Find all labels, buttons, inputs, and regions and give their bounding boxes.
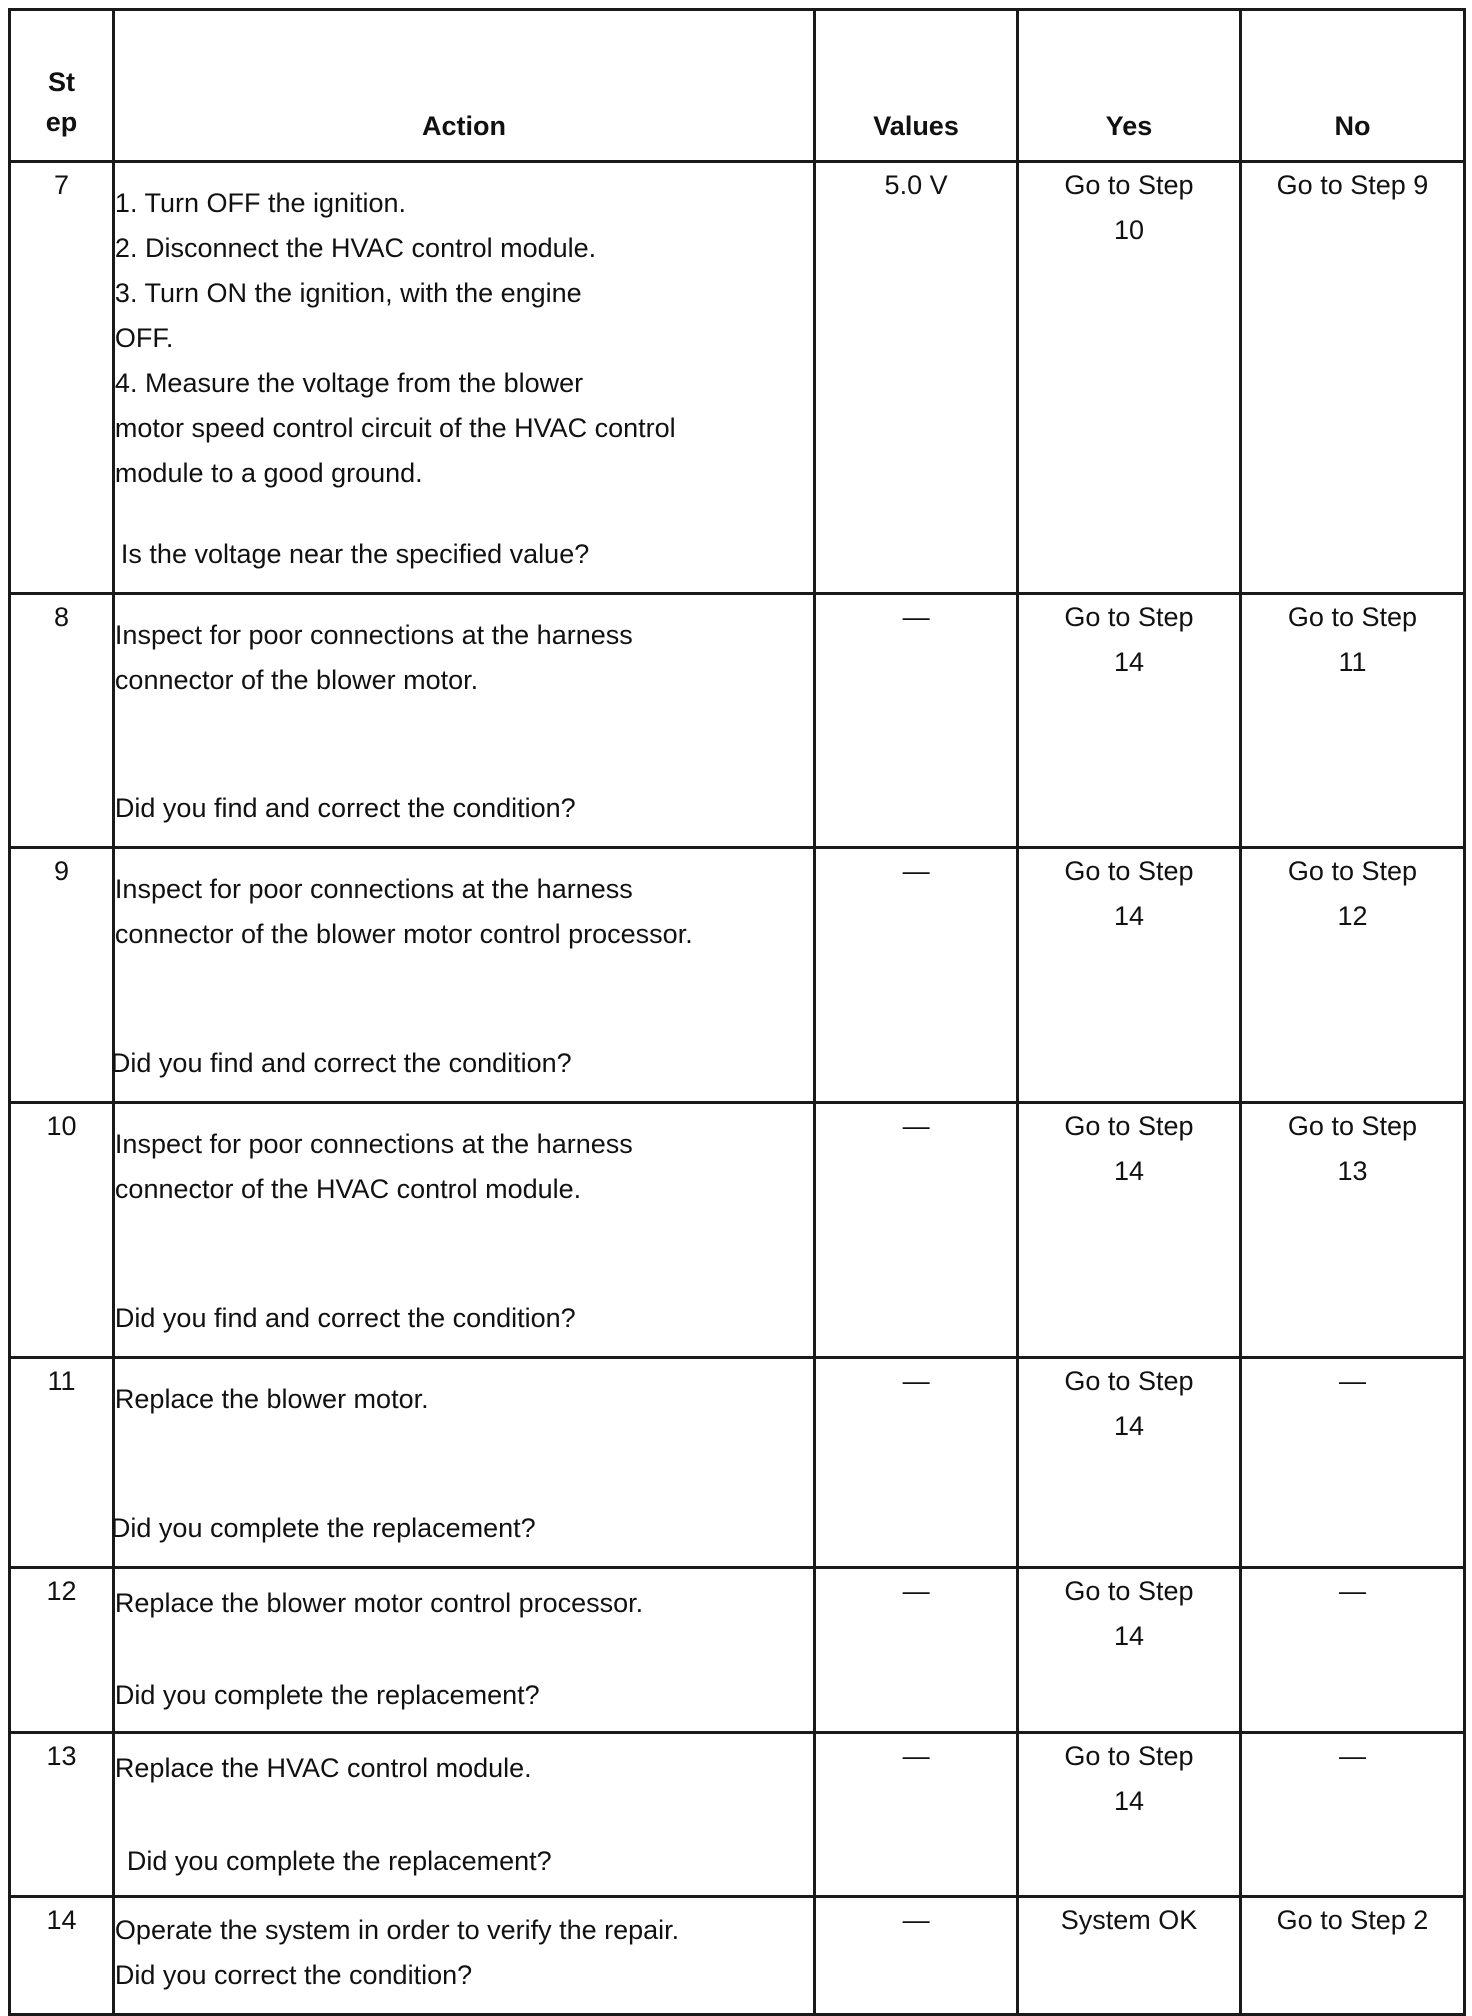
- yes-cell: [1017, 1733, 1240, 1897]
- no-cell: —: [1240, 1733, 1464, 1897]
- table-row: [10, 1897, 1465, 2015]
- table-header-row: [10, 10, 1465, 162]
- yes-line: 10: [1113, 215, 1144, 245]
- header-values: Values: [815, 10, 1018, 162]
- action-cell: [113, 1103, 814, 1358]
- action-cell: [113, 1568, 814, 1733]
- no-line: Go to Step 9: [1276, 170, 1429, 200]
- yes-line: Go to Step: [1064, 856, 1194, 886]
- value-cell: —: [815, 1733, 1018, 1897]
- step-number: 12: [10, 1568, 114, 1733]
- value-cell: —: [815, 1103, 1018, 1358]
- yes-line: Go to Step: [1064, 1576, 1194, 1606]
- no-cell: [1240, 1897, 1464, 2015]
- action-line: 3. Turn ON the ignition, with the engine: [114, 278, 582, 308]
- no-line: Go to Step: [1287, 602, 1418, 632]
- yes-line: 14: [1113, 901, 1144, 931]
- action-line: connector of the HVAC control module.: [114, 1174, 582, 1204]
- action-question: Did you complete the replacement?: [126, 1846, 552, 1876]
- action-line: Replace the blower motor control processor.: [114, 1588, 644, 1618]
- action-question: Did you find and correct the condition?: [114, 1303, 576, 1333]
- table-row: [10, 1103, 1465, 1358]
- step-number: 8: [10, 594, 114, 848]
- action-line: Inspect for poor connections at the harness: [114, 620, 633, 650]
- yes-line: 14: [1113, 1621, 1144, 1651]
- yes-line: Go to Step: [1064, 170, 1194, 200]
- no-line: 11: [1338, 647, 1367, 677]
- step-number: 13: [10, 1733, 114, 1897]
- step-number: 7: [10, 162, 114, 594]
- step-number: 9: [10, 848, 114, 1103]
- action-line: Operate the system in order to verify the repair.: [114, 1915, 680, 1945]
- action-question: Did you complete the replacement?: [110, 1513, 536, 1543]
- step-number: 14: [10, 1897, 114, 2015]
- action-line: module to a good ground.: [114, 458, 423, 488]
- yes-cell: [1017, 162, 1240, 594]
- diagnostic-table-sheet: [8, 8, 1466, 2008]
- yes-line: Go to Step: [1064, 602, 1194, 632]
- action-line: connector of the blower motor.: [114, 665, 479, 695]
- no-line: Go to Step: [1287, 856, 1418, 886]
- action-line: Did you correct the condition?: [114, 1960, 473, 1990]
- yes-line: 14: [1113, 1156, 1144, 1186]
- action-line: Inspect for poor connections at the harness: [114, 874, 633, 904]
- step-number: 10: [10, 1103, 114, 1358]
- action-line: connector of the blower motor control processor.: [114, 919, 693, 949]
- yes-line: 14: [1113, 647, 1144, 677]
- table-row: [10, 1358, 1465, 1568]
- action-line: OFF.: [114, 323, 174, 353]
- no-line: Go to Step: [1287, 1111, 1418, 1141]
- value-cell: —: [815, 1568, 1018, 1733]
- action-line: Inspect for poor connections at the harness: [114, 1129, 633, 1159]
- no-line: 12: [1337, 901, 1368, 931]
- action-line: 1. Turn OFF the ignition.: [114, 188, 407, 218]
- action-cell: [113, 594, 814, 848]
- action-cell: [113, 162, 814, 594]
- action-question: Did you complete the replacement?: [114, 1680, 540, 1710]
- action-line: motor speed control circuit of the HVAC control: [114, 413, 676, 443]
- action-cell: [110, 848, 814, 1103]
- table-row: [10, 162, 1465, 594]
- action-question: Did you find and correct the condition?: [110, 1048, 572, 1078]
- action-question: Did you find and correct the condition?: [114, 793, 576, 823]
- header-no: No: [1240, 10, 1464, 162]
- table-row: [10, 594, 1465, 848]
- yes-cell: [1017, 1568, 1240, 1733]
- value-cell: —: [815, 1358, 1018, 1568]
- action-line: Replace the blower motor.: [114, 1384, 429, 1414]
- action-line: 2. Disconnect the HVAC control module.: [114, 233, 597, 263]
- no-cell: —: [1240, 1358, 1464, 1568]
- action-line: 4. Measure the voltage from the blower: [114, 368, 584, 398]
- no-cell: —: [1240, 1568, 1464, 1733]
- yes-line: Go to Step: [1064, 1741, 1194, 1771]
- action-cell: [113, 1897, 814, 2015]
- no-line: 13: [1337, 1156, 1368, 1186]
- header-action: Action: [113, 10, 814, 162]
- no-cell: [1240, 848, 1464, 1103]
- action-question: Is the voltage near the specified value?: [120, 539, 590, 569]
- no-line: Go to Step 2: [1276, 1905, 1429, 1935]
- no-cell: [1240, 1103, 1464, 1358]
- table-row: [10, 1568, 1465, 1733]
- yes-cell: [1017, 1897, 1240, 2015]
- header-step: St ep: [10, 10, 114, 162]
- value-cell: —: [815, 848, 1018, 1103]
- action-line: Replace the HVAC control module.: [114, 1753, 532, 1783]
- diagnostic-table: [8, 8, 1466, 2016]
- step-number: 11: [10, 1358, 114, 1568]
- yes-line: Go to Step: [1064, 1366, 1194, 1396]
- yes-cell: [1017, 1103, 1240, 1358]
- no-cell: [1240, 594, 1464, 848]
- table-row: [10, 1733, 1465, 1897]
- yes-cell: [1017, 848, 1240, 1103]
- header-yes: Yes: [1017, 10, 1240, 162]
- yes-cell: [1017, 594, 1240, 848]
- value-cell: —: [815, 1897, 1018, 2015]
- yes-line: 14: [1113, 1411, 1144, 1441]
- action-cell: [110, 1358, 814, 1568]
- table-row: [10, 848, 1465, 1103]
- no-cell: [1240, 162, 1464, 594]
- action-cell: [113, 1733, 814, 1897]
- value-cell: 5.0 V: [815, 162, 1018, 594]
- yes-line: Go to Step: [1064, 1111, 1194, 1141]
- value-cell: —: [815, 594, 1018, 848]
- yes-line: 14: [1113, 1786, 1144, 1816]
- yes-line: System OK: [1060, 1905, 1198, 1935]
- yes-cell: [1017, 1358, 1240, 1568]
